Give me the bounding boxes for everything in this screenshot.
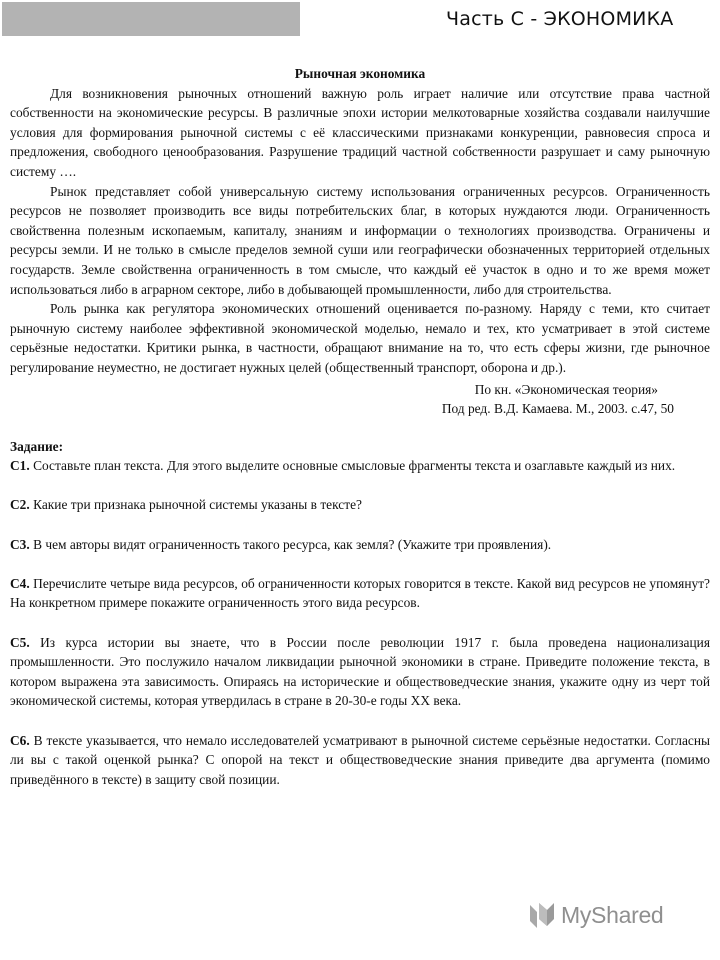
document-body [10, 64, 710, 809]
task-number: С2. [10, 497, 30, 513]
myshared-logo-icon [527, 899, 557, 931]
task-number: С1. [10, 458, 30, 474]
task-text: Составьте план текста. Для этого выделите основные смысловые фрагменты текста и озаглавьте каждый из них. [33, 458, 676, 474]
tasks-heading: Задание: [10, 438, 64, 454]
myshared-watermark [527, 897, 663, 933]
task-text: Какие три признака рыночной системы указаны в тексте? [33, 497, 362, 513]
watermark-text: MyShared [561, 901, 664, 928]
task-item-c5 [10, 633, 710, 711]
header-grey-bar [2, 2, 300, 36]
paragraph: Роль рынка как регулятора экономических отношений оценивается по-разному. Наряду с теми, кто считает рыночную систему наиболее эффективной экономической моделью, немало и тех, кто усматривает в этой системе серьёзные недостатки. Критики рынка, в частности, обращают внимание на то, что есть сферы жизни, где рыночное регулирование неуместно, не достигает нужных целей (общественный транспорт, оборона и др.). [10, 301, 710, 375]
task-item-c2 [10, 495, 710, 515]
task-item-c1 [10, 456, 710, 476]
source-editor: Под ред. В.Д. Камаева. М., 2003. с.47, 50 [441, 401, 674, 417]
task-text: В тексте указывается, что немало исследователей усматривают в рыночной системе серьёзные недостатки. Согласны ли вы с такой оценкой рынка? С опорой на текст и обществоведческие знания приведите два аргумента (помимо приведённого в тексте) в защиту свой позиции. [10, 732, 710, 787]
task-number: С4. [10, 575, 30, 591]
task-text: Из курса истории вы знаете, что в России после революции 1917 г. была проведена национализация промышленности. Это послужило началом ликвидации рыночной экономики в стране. Приведите положение текста, в котором выражена эта зависимость. Опираясь на исторические и обществоведческие знания, укажите одну из черт той экономической системы, которая утвердилась в стране в 20-30-е годы XX века. [10, 634, 710, 709]
task-item-c4 [10, 574, 710, 613]
paragraph: Для возникновения рыночных отношений важную роль играет наличие или отсутствие права частной собственности на экономические ресурсы. В различные эпохи истории мелкотоварные хозяйства создавали наилучшие условия для формирования рыночной системы с её классическими признаками конкуренции, равновесия спроса и предложения, свободного ценообразования. Разрушение традиций частной собственности разрушает и саму рыночную систему …. [10, 85, 710, 179]
source-book: По кн. «Экономическая теория» [474, 381, 658, 397]
task-number: С3. [10, 536, 30, 552]
task-number: С5. [10, 634, 30, 650]
task-item-c3 [10, 535, 710, 555]
paragraph: Рынок представляет собой универсальную систему использования ограниченных ресурсов. Ограниченность ресурсов не позволяет производить все виды потребительских благ, в которых нуждаются люди. Ограниченность свойственна полезным ископаемым, капиталу, знаниям и информации о технологиях производства. Ограничены и ресурсы земли. И не только в смысле пределов земной суши или географически обозначенных территорией отдельных государств. Земле свойственна ограниченность в том смысле, что каждый её участок в одно и то же время может использоваться либо в аграрном секторе, либо в добывающей промышленности, либо для строительства. [10, 183, 710, 297]
document-title: Рыночная экономика [294, 66, 426, 81]
page-title: Часть С - ЭКОНОМИКА [446, 8, 674, 30]
task-text: Перечислите четыре вида ресурсов, об ограниченности которых говорится в тексте. Какой вид ресурсов не упомянут? На конкретном примере покажите ограниченность этого вида ресурсов. [10, 575, 710, 611]
task-number: С6. [10, 732, 30, 748]
task-text: В чем авторы видят ограниченность такого ресурса, как земля? (Укажите три проявления). [33, 536, 552, 552]
task-item-c6 [10, 731, 710, 790]
